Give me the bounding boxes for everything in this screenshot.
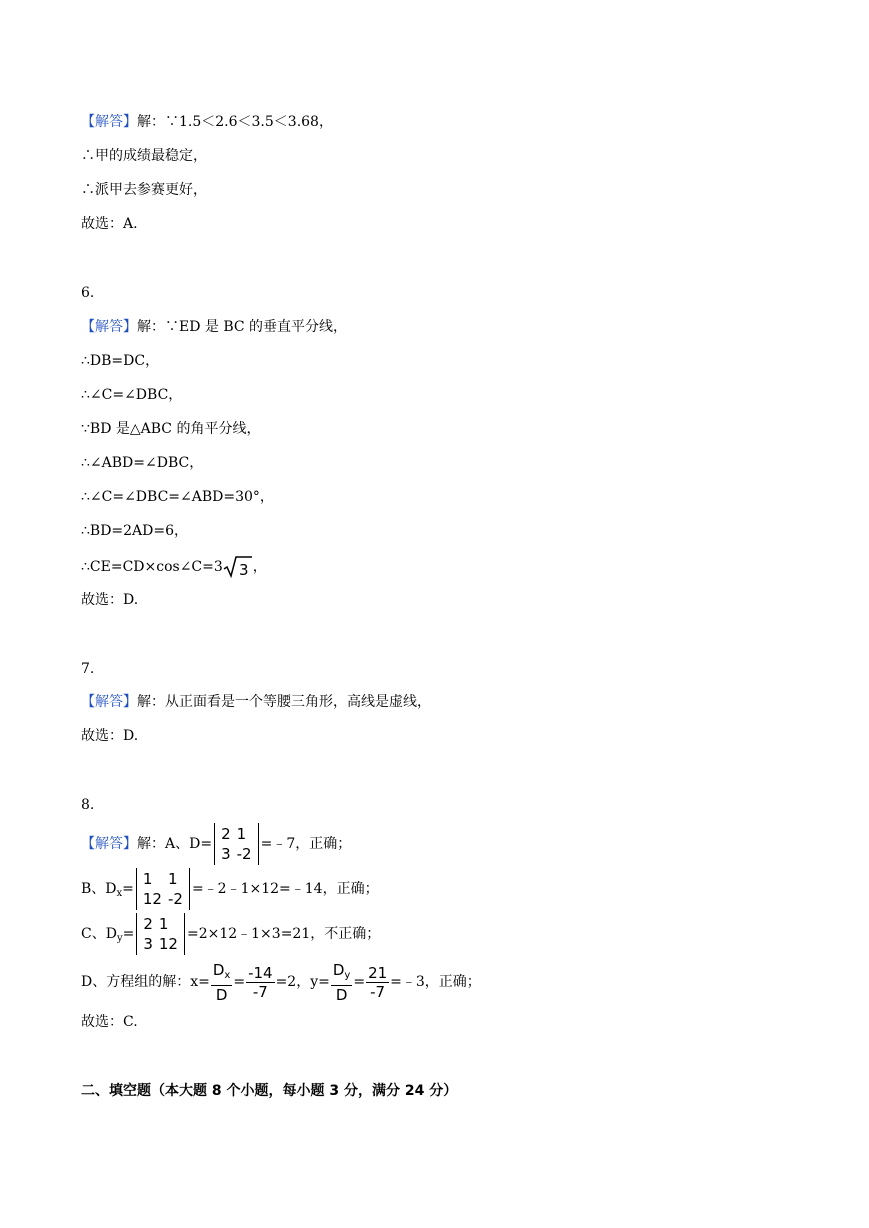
q7-number: 7.: [81, 661, 95, 677]
q6-answer-line-8: ∴CE=CD×cos∠C=3 3 ，: [81, 555, 267, 579]
q7-answer-line-1: 【解答】解：从正面看是一个等腰三角形，高线是虚线，: [81, 694, 431, 710]
fraction-x-value: $\frac{-14}{-7}$: [248, 963, 273, 1001]
q8-answer-b: B、$D_x=$ 1 1 12 -2 =﹣2﹣1×12=﹣14，正确；: [81, 870, 379, 908]
determinant-b: 1 1 12 -2: [136, 868, 190, 910]
answer-tag: 【解答】: [81, 836, 137, 852]
q7-answer-choice: 故选：D.: [81, 728, 139, 744]
fraction-y-value: $\frac{21}{-7}$: [368, 963, 388, 1001]
q5-answer-line-3: ∴派甲去参赛更好，: [81, 182, 207, 198]
q6-number: 6.: [81, 285, 95, 301]
q6-answer-choice: 故选：D.: [81, 592, 139, 608]
fraction-dx-over-d: $\frac{D_x}{D}$: [212, 960, 231, 1004]
q5-answer-line-1: 【解答】解：∵1.5＜2.6＜3.5＜3.68，: [81, 114, 333, 130]
q6-answer-line-6: ∴∠C=∠DBC=∠ABD=30°，: [81, 489, 274, 505]
q6-answer-line-5: ∴∠ABD=∠DBC，: [81, 455, 204, 471]
fraction-dy-over-d: $\frac{D_y}{D}$: [332, 960, 351, 1004]
sqrt-radicand: 3: [238, 561, 249, 579]
q6-answer-line-2: ∴DB=DC，: [81, 353, 160, 369]
section-heading: 二、填空题（本大题 8 个小题，每小题 3 分，满分 24 分）: [81, 1083, 458, 1099]
q6-answer-line-7: ∴BD=2AD=6，: [81, 523, 189, 539]
q8-answer-choice: 故选：C.: [81, 1014, 138, 1030]
q8-number: 8.: [81, 797, 95, 813]
determinant-c: 2 1 3 12: [136, 913, 185, 955]
answer-tag: 【解答】: [81, 114, 137, 130]
answer-tag: 【解答】: [81, 319, 137, 335]
determinant-a: 2 1 3 -2: [214, 823, 259, 865]
q5-answer-line-2: ∴甲的成绩最稳定，: [81, 148, 207, 164]
answer-tag: 【解答】: [81, 694, 137, 710]
q6-answer-line-3: ∴∠C=∠DBC，: [81, 387, 183, 403]
q6-answer-line-4: ∵BD 是△ABC 的角平分线，: [81, 421, 261, 437]
q5-answer-choice: 故选：A.: [81, 216, 138, 232]
q8-answer-d: D、方程组的解：x= $\frac{D_x}{D}$ = $\frac{-14}{-7}$ =2，y= $\frac{D_y}{D}$ = $\frac{21}{-7}$ =﹣3，正确；: [81, 960, 481, 1004]
q6-answer-line-1: 【解答】解：∵ED 是 BC 的垂直平分线，: [81, 319, 348, 335]
q8-answer-a: 【解答】解：A、D= 2 1 3 -2 =﹣7，正确；: [81, 825, 352, 863]
q8-answer-c: C、$D_y=$ 2 1 3 12 =2×12﹣1×3=21，不正确；: [81, 915, 381, 953]
sqrt-symbol: [223, 555, 253, 579]
